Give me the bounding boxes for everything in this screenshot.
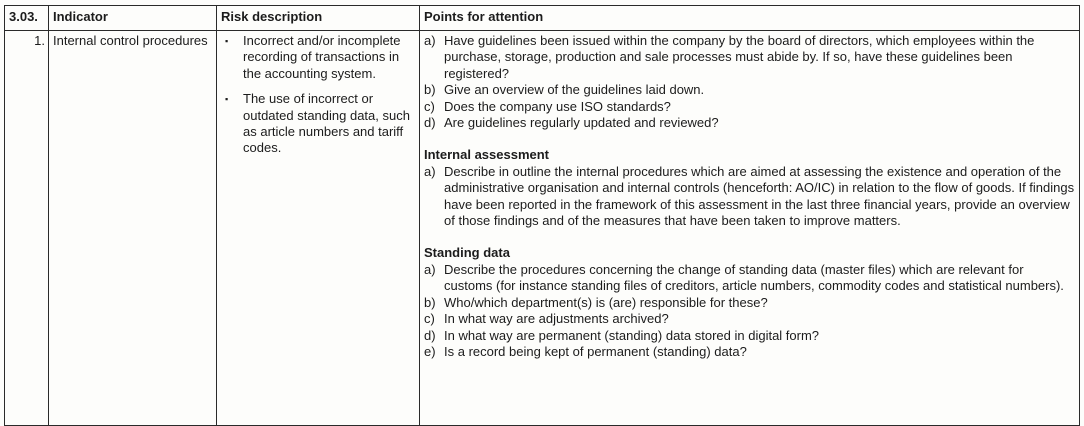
- standing-data-list: [424, 262, 1075, 360]
- internal-assessment-heading: Internal assessment: [424, 147, 550, 163]
- list-item: [424, 311, 1075, 327]
- risk-description-cell: [217, 31, 420, 426]
- list-item: [424, 99, 1075, 115]
- square-bullet-icon: ▪: [225, 36, 229, 46]
- header-section-number: 3.03.: [5, 6, 49, 31]
- table-row: [5, 31, 1080, 426]
- list-item: [424, 33, 1075, 82]
- item-text: Are guidelines regularly updated and reviewed?: [444, 115, 719, 131]
- indicator-cell: Internal control procedures: [49, 31, 217, 426]
- list-item: [424, 262, 1075, 295]
- item-letter: c): [424, 98, 435, 114]
- table-header-row: [5, 6, 1080, 31]
- item-text: Have guidelines been issued within the company by the board of directors, which employees within the purchase, storage, production and sale processes must abide by. If so, have these guidelines been registered?: [444, 33, 1035, 81]
- row-number: 1.: [5, 31, 49, 426]
- item-text: Give an overview of the guidelines laid down.: [444, 82, 705, 98]
- header-points-for-attention: Points for attention: [420, 6, 1080, 31]
- header-risk-description: Risk description: [217, 6, 420, 31]
- item-letter: a): [424, 163, 436, 179]
- points-for-attention-cell: [420, 31, 1080, 426]
- list-item: [424, 295, 1075, 311]
- list-item: [424, 328, 1075, 344]
- guidelines-list: [424, 33, 1075, 131]
- item-letter: e): [424, 343, 436, 359]
- risk-item: [221, 91, 415, 157]
- item-text: Is a record being kept of permanent (standing) data?: [444, 343, 747, 359]
- item-letter: a): [424, 33, 436, 48]
- internal-assessment-list: [424, 164, 1075, 230]
- item-letter: d): [424, 115, 436, 131]
- item-letter: a): [424, 261, 436, 277]
- item-text: Describe the procedures concerning the change of standing data (master files) which are relevant for customs (for instance standing files of creditors, article numbers, commodity codes and statistical numbers).: [444, 261, 1064, 294]
- item-text: In what way are adjustments archived?: [444, 311, 669, 327]
- risk-item: [221, 33, 415, 82]
- item-letter: b): [424, 294, 436, 310]
- standing-data-heading: Standing data: [424, 245, 510, 261]
- risk-item-text: The use of incorrect or outdated standing data, such as article numbers and tariff codes.: [243, 91, 410, 156]
- list-item: [424, 164, 1075, 230]
- audit-questionnaire-table: [4, 5, 1080, 426]
- item-text: Who/which department(s) is (are) responsible for these?: [444, 294, 768, 310]
- item-letter: c): [424, 311, 435, 327]
- item-letter: b): [424, 82, 436, 98]
- square-bullet-icon: ▪: [225, 94, 229, 105]
- item-text: In what way are permanent (standing) data stored in digital form?: [444, 327, 820, 343]
- list-item: [424, 344, 1075, 360]
- item-text: Describe in outline the internal procedures which are aimed at assessing the existence and operation of the administrative organisation and internal controls (henceforth: AO/IC) in relation to the flow of goods. If findings have been reported in the framework of this assessment in the last three financial years, provide an overview of those findings and of the measures that have been taken to improve matters.: [444, 163, 1075, 229]
- header-indicator: Indicator: [49, 6, 217, 31]
- risk-list: [221, 33, 415, 157]
- risk-item-text: Incorrect and/or incomplete recording of transactions in the accounting system.: [243, 33, 401, 81]
- list-item: [424, 115, 1075, 131]
- item-letter: d): [424, 327, 436, 343]
- item-text: Does the company use ISO standards?: [444, 98, 671, 114]
- list-item: [424, 82, 1075, 98]
